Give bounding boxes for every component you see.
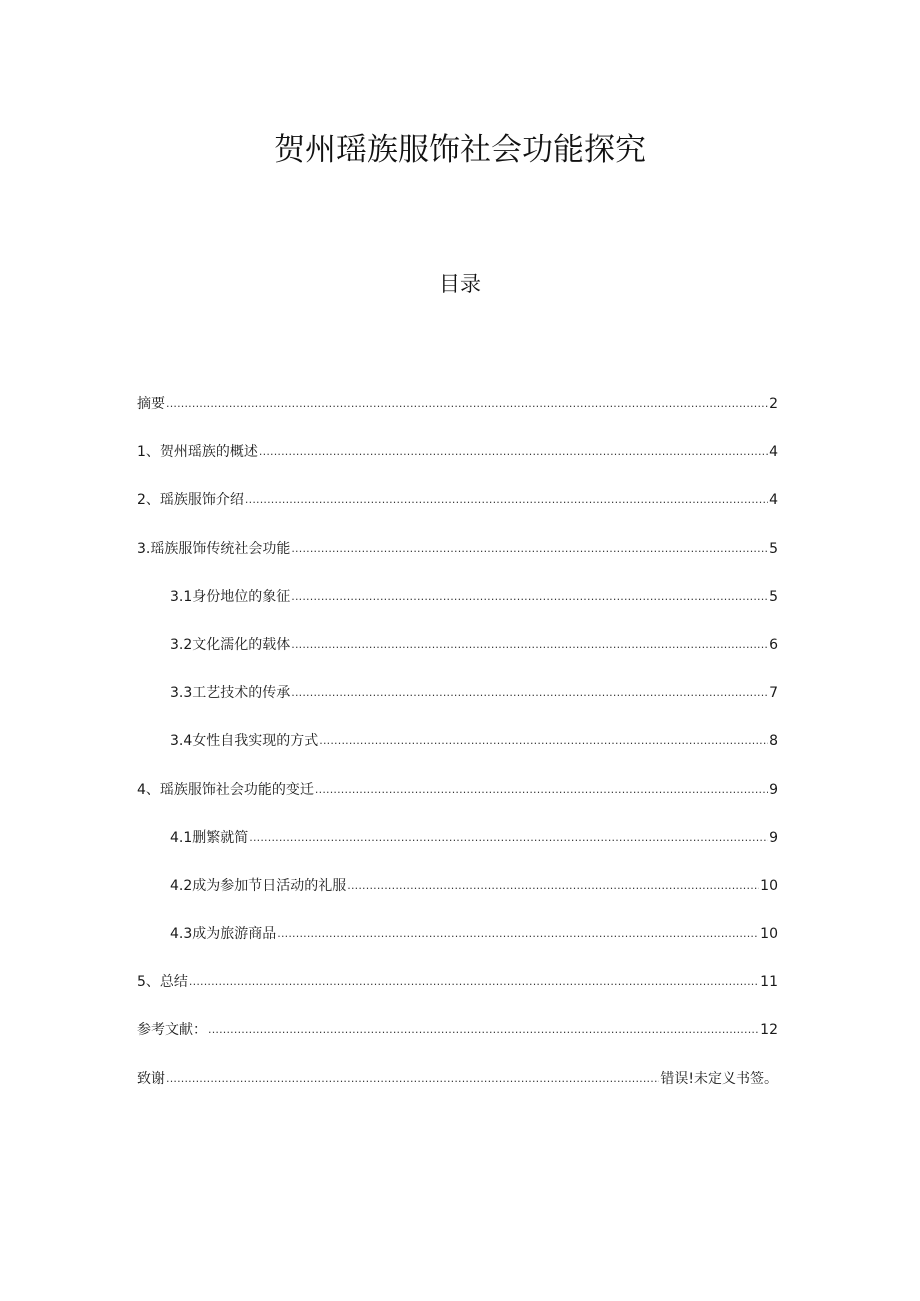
toc-entry[interactable] bbox=[137, 442, 778, 490]
toc-entry[interactable] bbox=[137, 876, 778, 924]
toc-dot-leader bbox=[291, 634, 768, 655]
toc-entry[interactable] bbox=[137, 635, 778, 683]
toc-entry-number: 4.3 bbox=[170, 926, 193, 943]
toc-entry-number: 4、 bbox=[137, 781, 160, 798]
toc-entry-label: 参考文献： bbox=[137, 1022, 207, 1039]
toc-entry-page: 5 bbox=[769, 588, 778, 605]
toc-entry-number: 3.4 bbox=[170, 733, 193, 750]
toc-entry-number: 4.2 bbox=[170, 877, 193, 894]
toc-entry-label: 总结 bbox=[159, 974, 188, 991]
toc-dot-leader bbox=[291, 682, 768, 703]
toc-entry-page: 错误!未定义书签。 bbox=[660, 1070, 778, 1087]
toc-dot-leader bbox=[189, 971, 759, 992]
toc-dot-leader bbox=[277, 923, 759, 944]
toc-dot-leader bbox=[166, 1068, 659, 1089]
toc-entry-page: 6 bbox=[769, 636, 778, 653]
toc-entry-page: 4 bbox=[769, 444, 778, 461]
toc-entry-label: 摘要 bbox=[137, 396, 165, 412]
toc-entry-label: 致谢 bbox=[137, 1070, 165, 1087]
toc-entry[interactable] bbox=[137, 683, 778, 731]
toc-entry-label: 成为参加节日活动的礼服 bbox=[192, 877, 347, 894]
toc-entry-number: 3.2 bbox=[170, 636, 193, 653]
toc-dot-leader bbox=[291, 586, 768, 607]
toc-dot-leader bbox=[249, 827, 768, 848]
toc-entry-number: 4.1 bbox=[170, 829, 193, 846]
toc-entry-label: 贺州瑶族的概述 bbox=[159, 444, 258, 461]
toc-entry-label: 工艺技术的传承 bbox=[192, 685, 291, 702]
toc-entry-label: 瑶族服饰传统社会功能 bbox=[150, 540, 291, 557]
toc-entry-page: 8 bbox=[769, 733, 778, 750]
toc-dot-leader bbox=[315, 779, 768, 800]
toc-entry-number: 3.3 bbox=[170, 685, 193, 702]
toc-entry[interactable] bbox=[137, 972, 778, 1020]
table-of-contents bbox=[137, 394, 778, 1117]
toc-entry-label: 删繁就简 bbox=[192, 829, 249, 846]
toc-entry-number: 3.1 bbox=[170, 588, 193, 605]
toc-entry-number: 1、 bbox=[137, 444, 160, 461]
toc-entry-page: 5 bbox=[769, 540, 778, 557]
toc-entry[interactable] bbox=[137, 1069, 778, 1117]
toc-entry-page: 7 bbox=[769, 685, 778, 702]
toc-entry[interactable] bbox=[137, 828, 778, 876]
toc-dot-leader bbox=[166, 393, 768, 414]
toc-entry[interactable] bbox=[137, 780, 778, 828]
toc-entry-page: 9 bbox=[769, 781, 778, 798]
toc-entry-number: 3. bbox=[137, 540, 151, 557]
toc-dot-leader bbox=[208, 1019, 759, 1040]
toc-entry-label: 身份地位的象征 bbox=[192, 588, 291, 605]
toc-dot-leader bbox=[347, 875, 759, 896]
toc-heading: 目录 bbox=[439, 272, 481, 296]
toc-entry[interactable] bbox=[137, 539, 778, 587]
toc-entry-label: 女性自我实现的方式 bbox=[192, 733, 319, 750]
document-title: 贺州瑶族服饰社会功能探究 bbox=[274, 132, 646, 168]
toc-entry-label: 瑶族服饰介绍 bbox=[159, 492, 244, 509]
toc-entry-page: 12 bbox=[760, 1022, 778, 1039]
toc-entry[interactable] bbox=[137, 731, 778, 779]
toc-entry[interactable] bbox=[137, 587, 778, 635]
toc-entry-page: 10 bbox=[760, 926, 778, 943]
toc-dot-leader bbox=[245, 489, 768, 510]
toc-entry-label: 成为旅游商品 bbox=[192, 926, 277, 943]
toc-entry-label: 文化濡化的载体 bbox=[192, 636, 291, 653]
toc-entry-number: 2、 bbox=[137, 492, 160, 509]
toc-entry-page: 11 bbox=[760, 974, 778, 991]
toc-entry[interactable] bbox=[137, 1020, 778, 1068]
toc-dot-leader bbox=[259, 441, 768, 462]
toc-entry[interactable] bbox=[137, 394, 778, 442]
toc-entry-page: 4 bbox=[769, 492, 778, 509]
toc-entry-page: 2 bbox=[769, 396, 778, 412]
toc-entry[interactable] bbox=[137, 490, 778, 538]
toc-entry-page: 10 bbox=[760, 877, 778, 894]
toc-dot-leader bbox=[319, 730, 768, 751]
toc-entry-page: 9 bbox=[769, 829, 778, 846]
toc-dot-leader bbox=[291, 538, 768, 559]
toc-entry-label: 瑶族服饰社会功能的变迁 bbox=[159, 781, 314, 798]
toc-entry-number: 5、 bbox=[137, 974, 160, 991]
toc-entry[interactable] bbox=[137, 924, 778, 972]
